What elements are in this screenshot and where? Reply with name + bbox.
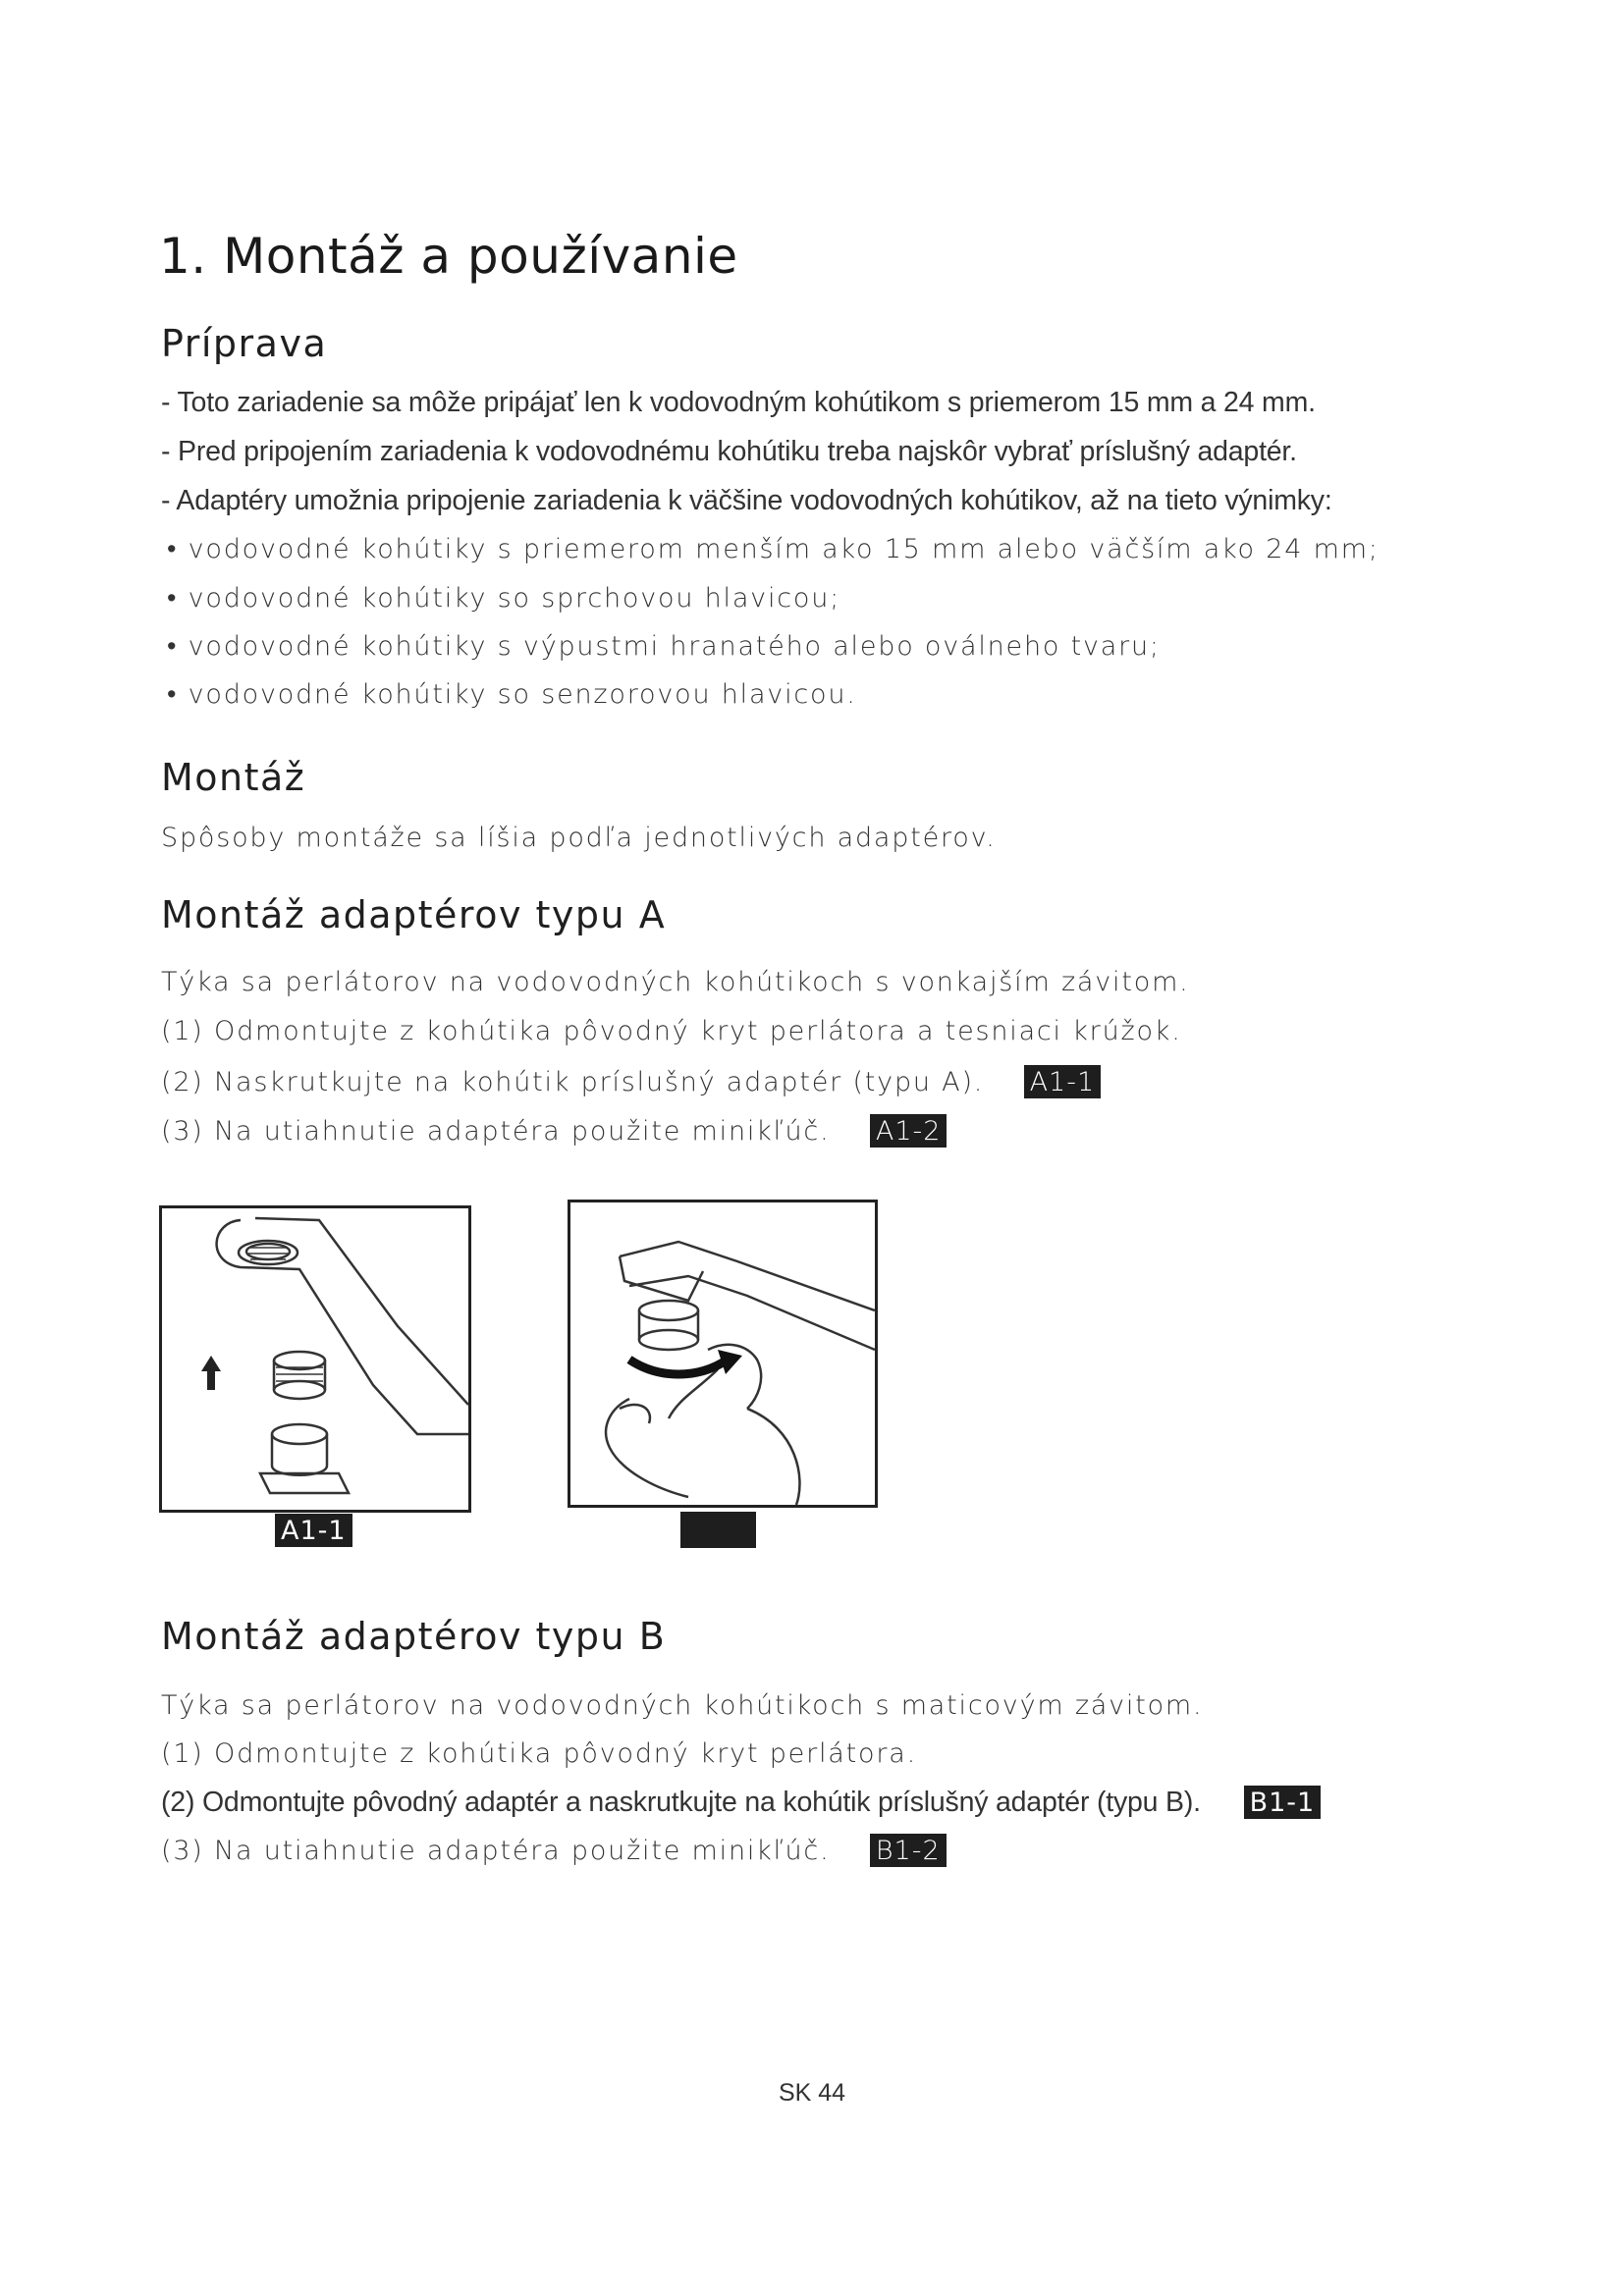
typ-a-step-1: (1) Odmontujte z kohútika pôvodný kryt perlátora a tesniaci krúžok. — [161, 1016, 1182, 1046]
typ-b-intro: Týka sa perlátorov na vodovodných kohútikoch s maticovým závitom. — [161, 1690, 1204, 1721]
typ-b-step-1: (1) Odmontujte z kohútika pôvodný kryt perlátora. — [161, 1738, 917, 1769]
figure-a1-1-label: A1-1 — [275, 1514, 352, 1547]
priprava-bullet-2: • vodovodné kohútiky so sprchovou hlavicou; — [167, 583, 841, 614]
typ-b-step-3-text: (3) Na utiahnutie adaptéra použite minikľúč. — [161, 1836, 831, 1866]
section-heading-typ-b: Montáž adaptérov typu B — [161, 1615, 667, 1658]
figure-ref-tag-b1-2: B1-2 — [870, 1834, 947, 1867]
typ-a-step-2 — [161, 1065, 1101, 1098]
typ-a-step-3 — [161, 1114, 947, 1148]
figure-ref-tag-a1-2: A1-2 — [870, 1114, 947, 1148]
priprava-bullet-4: • vodovodné kohútiky so senzorovou hlavicou. — [167, 679, 857, 710]
montaz-text: Spôsoby montáže sa líšia podľa jednotlivých adaptérov. — [161, 823, 997, 853]
typ-a-step-3-text: (3) Na utiahnutie adaptéra použite minikľúč. — [161, 1116, 831, 1147]
figure-a1-2-illustration — [568, 1200, 878, 1508]
typ-a-intro: Týka sa perlátorov na vodovodných kohútikoch s vonkajším závitom. — [161, 967, 1190, 997]
figure-ref-tag-a1-1: A1-1 — [1024, 1065, 1102, 1098]
priprava-bullet-3: • vodovodné kohútiky s výpustmi hranatého alebo oválneho tvaru; — [167, 631, 1161, 662]
section-heading-montaz: Montáž — [161, 756, 306, 799]
priprava-line-2: - Pred pripojením zariadenia k vodovodnému kohútiku treba najskôr vybrať príslušný adaptér. — [161, 436, 1297, 467]
faucet-adapter-drawing — [162, 1208, 468, 1510]
figure-ref-tag-b1-1: B1-1 — [1244, 1786, 1322, 1819]
up-arrow-icon — [201, 1356, 221, 1390]
typ-b-step-3 — [161, 1834, 947, 1867]
priprava-line-1: - Toto zariadenie sa môže pripájať len k vodovodným kohútikom s priemerom 15 mm a 24 mm. — [161, 387, 1316, 418]
typ-a-step-2-text: (2) Naskrutkujte na kohútik príslušný adaptér (typu A). — [161, 1067, 985, 1097]
section-heading-priprava: Príprava — [161, 322, 328, 365]
priprava-line-3: - Adaptéry umožnia pripojenie zariadenia k väčšine vodovodných kohútikov, až na tieto výnimky: — [161, 485, 1332, 516]
section-heading-typ-a: Montáž adaptérov typu A — [161, 893, 667, 936]
rotate-arrow-icon — [629, 1360, 728, 1374]
figure-a1-1-illustration — [159, 1205, 471, 1513]
priprava-bullet-1: • vodovodné kohútiky s priemerom menším ako 15 mm alebo väčším ako 24 mm; — [167, 534, 1380, 564]
figure-a1-2-label-bar — [680, 1512, 756, 1548]
page-title: 1. Montáž a používanie — [159, 228, 738, 285]
typ-b-step-2 — [161, 1786, 1321, 1819]
page-number: SK 44 — [778, 2079, 846, 2107]
wrench-tightening-drawing — [570, 1202, 875, 1505]
typ-b-step-2-text: (2) Odmontujte pôvodný adaptér a naskrutkujte na kohútik príslušný adaptér (typu B). — [161, 1787, 1201, 1818]
